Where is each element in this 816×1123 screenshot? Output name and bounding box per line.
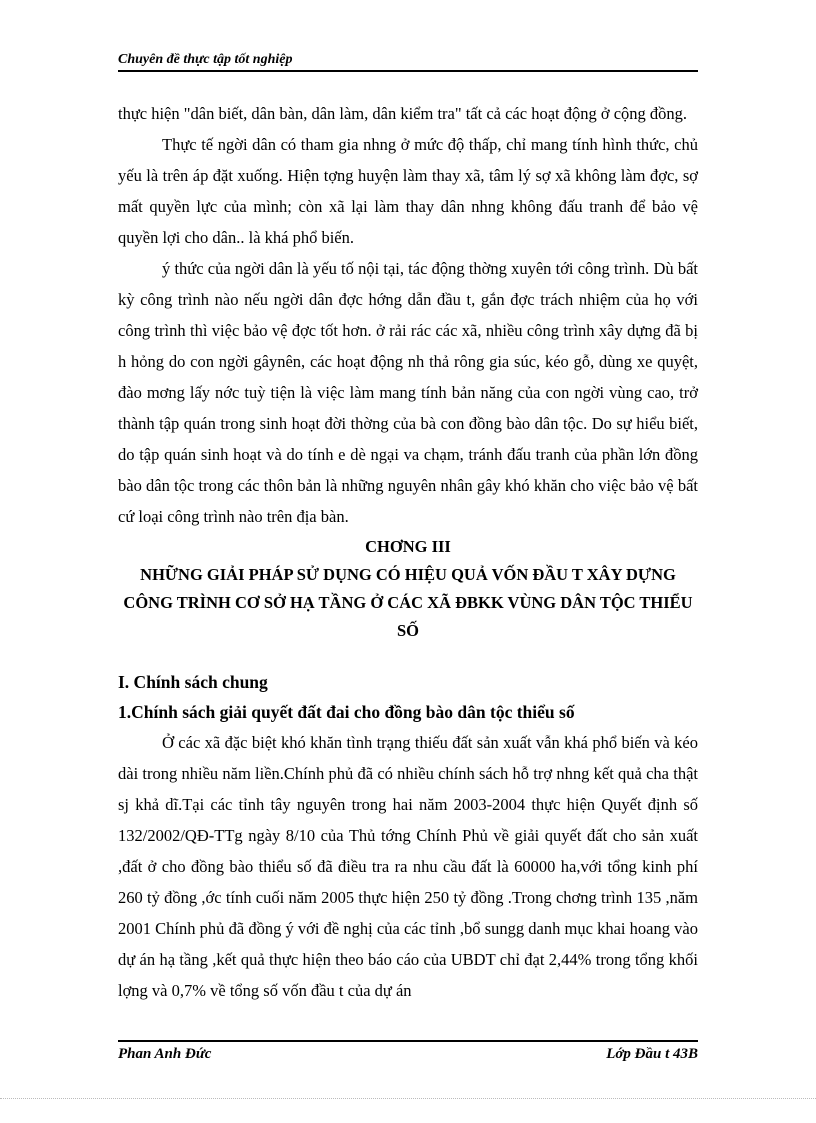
footer-class: Lớp Đầu t 43B (606, 1046, 698, 1062)
paragraph-1: thực hiện "dân biết, dân bàn, dân làm, dân kiểm tra" tất cả các hoạt động ở cộng đồng. (118, 104, 688, 123)
paragraph-3: ý thức của ngời dân là yếu tố nội tại, tác động thờng xuyên tới công trình. Dù bất kỳ công trình nào nếu ngời dân đợc hớng dẫn đầu t, gắn đợc trách nhiệm của họ với công trình thì việc bảo vệ đợc tốt hơn. ở rải rác các xã, nhiều công trình xây dựng đã bị h hỏng do con ngời gâynên, các hoạt động nh thả rông gia súc, kéo gỗ, dùng xe quyệt, đào mơng lấy nớc tuỳ tiện là việc làm mang tính bản năng của con ngời vùng cao, trở thành tập quán trong sinh hoạt đời thờng của bà con đồng bào dân tộc. Do sự hiểu biết, do tập quán sinh hoạt và do tính e dè ngại va chạm, tránh đấu tranh của phần lớn đồng bào dân tộc trong các thôn bản là những nguyên nhân gây khó khăn cho việc bảo vệ bất cứ loại công trình nào trên địa bàn. (118, 259, 698, 526)
page-content (118, 98, 698, 1006)
chapter-title: NHỮNG GIẢI PHÁP SỬ DỤNG CÓ HIỆU QUẢ VỐN ĐẦU T XÂY DỰNG CÔNG TRÌNH CƠ SỞ HẠ TẦNG Ở CÁC XÃ ĐBKK VÙNG DÂN TỘC THIỂU SỐ (123, 565, 693, 640)
page-header (118, 48, 698, 72)
subsection-heading: 1.Chính sách giải quyết đất đai cho đồng bào dân tộc thiểu số (118, 702, 575, 722)
page-footer (118, 1040, 698, 1070)
section-heading: I. Chính sách chung (118, 672, 268, 692)
chapter-number: CHƠNG III (365, 537, 451, 556)
paragraph-4: Ở các xã đặc biệt khó khăn tình trạng thiếu đất sản xuất vẫn khá phổ biến và kéo dài trong nhiều năm liền.Chính phủ đã có nhiều chính sách hỗ trợ nhng kết quả cha thật sj khả dĩ.Tại các tỉnh tây nguyên trong hai năm 2003-2004 thực hiện Quyết định số 132/2002/QĐ-TTg ngày 8/10 của Thủ tớng Chính Phủ về giải quyết đất cho sản xuất ,đất ở cho đồng bào thiểu số đã điều tra ra nhu cầu đất là 60000 ha,với tổng kinh phí 260 tỷ đồng ,ớc tính cuối năm 2005 thực hiện 250 tỷ đồng .Trong chơng trình 135 ,năm 2001 Chính phủ đã đồng ý với đề nghị của các tỉnh ,bổ sungg danh mục khai hoang vào dự án hạ tầng ,kết quả thực hiện theo báo cáo của UBDT chỉ đạt 2,44% trong tổng khối lợng và 0,7% về tổng số vốn đầu t của dự án (118, 733, 698, 1000)
page-bottom-divider (0, 1098, 816, 1099)
header-title: Chuyên đề thực tập tốt nghiệp (118, 52, 293, 67)
paragraph-2: Thực tế ngời dân có tham gia nhng ở mức độ thấp, chỉ mang tính hình thức, chủ yếu là trên áp đặt xuống. Hiện tợng huyện làm thay xã, tâm lý sợ xã không làm đợc, sợ mất quyền lực của mình; còn xã lại làm thay dân nhng không đấu tranh để bảo vệ quyền lợi cho dân.. là khá phổ biến. (118, 135, 698, 247)
footer-author: Phan Anh Đức (118, 1046, 212, 1062)
